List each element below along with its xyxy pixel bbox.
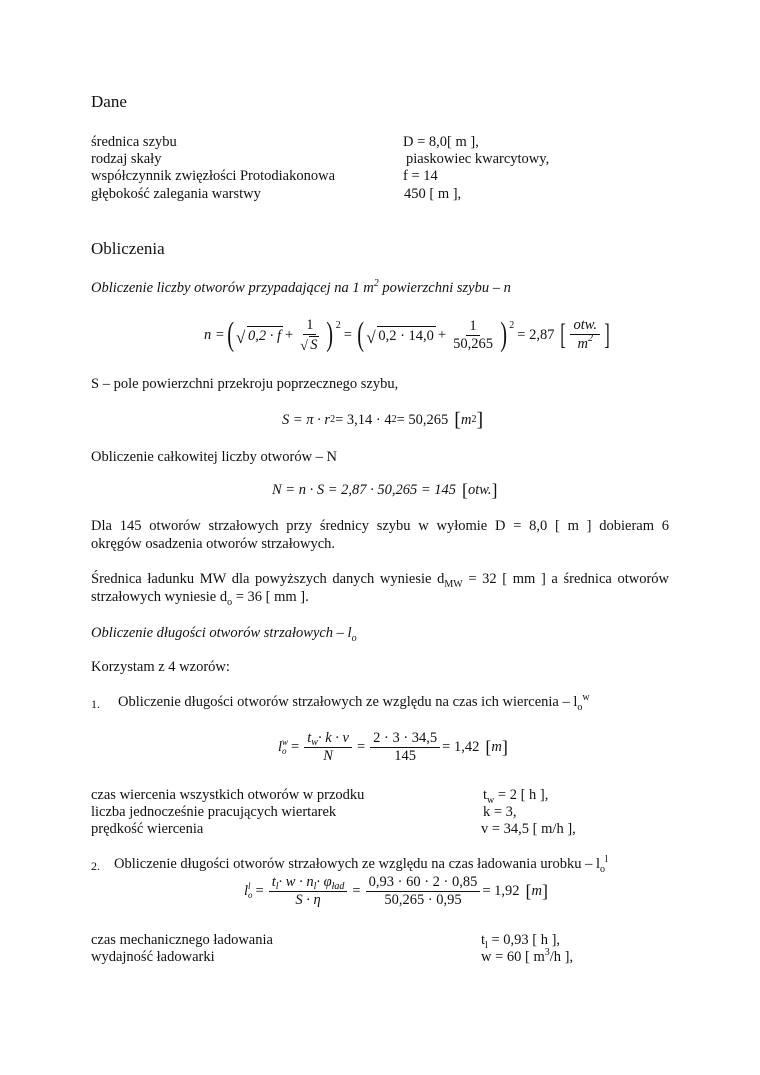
eq-n-frac-2-num: 1 (466, 319, 479, 336)
eq-ll-num1-sub3: ład (331, 881, 345, 893)
eq-lw-bracket-open: [ (485, 736, 492, 757)
eq-n-frac-1 (297, 318, 322, 353)
eq-N-bracket-open: [ (462, 479, 469, 500)
eq-n-paren-close-1: ) (326, 316, 334, 353)
eq-n-sqrt-1: √ 0,2 · f (236, 327, 282, 347)
eq-ll-bracket-open: [ (525, 880, 532, 901)
eq-n-bracket-close: ] (604, 318, 610, 351)
param-label-czas-ladowania: czas mechanicznego ładowania (91, 932, 273, 948)
dane-label-glebokosc: głębokość zalegania warstwy (91, 186, 261, 202)
eq-s-bracket-open: [ (454, 408, 461, 431)
eq-ll-frac-2-num: 0,93 · 60 · 2 · 0,85 (366, 875, 481, 892)
section-heading-obliczenia: Obliczenia (91, 239, 165, 258)
eq-ll-result: = 1,92 (482, 882, 520, 899)
eq-ll-frac-2-den: 50,265 · 0,95 (384, 891, 462, 908)
eq-n-bracket-open: [ (560, 318, 567, 351)
subheading-liczba-otworow-n (91, 280, 511, 297)
equation-s: S = π · r 2 = 3,14 · 4 2 = 50,265 [ m 2 ] (282, 408, 484, 431)
eq-s-part-c: = 50,265 (396, 411, 449, 428)
eq-lw-result: = 1,42 (442, 738, 480, 755)
w-sup: 3 (544, 947, 550, 959)
eq-lw-num1-rest: · k · v (317, 729, 349, 746)
para2-l2-b: = 36 [ mm ]. (232, 589, 309, 605)
eq-n-unit-den (574, 335, 595, 351)
eq-lw-lhs-sup: w (282, 737, 289, 747)
item2-sub: o (600, 863, 605, 875)
item1-sub: o (577, 701, 583, 713)
para2-l1-b: = 32 [ mm ] a średnica otworów (462, 571, 670, 587)
tw-sub: w (487, 794, 495, 806)
eq-n-paren-open-1: ( (226, 316, 234, 353)
lo-title-sub: o (351, 632, 357, 644)
eq-n-exp-1: 2 (335, 319, 341, 331)
eq-n-lhs: n = (204, 326, 225, 343)
param-value-k: k = 3, (483, 804, 517, 820)
param-label-wydajnosc: wydajność ładowarki (91, 949, 215, 965)
item1-text: Obliczenie długości otworów strzałowych ze względu na czas ich wiercenia – l (118, 694, 578, 710)
eq-s-bracket-close: ] (476, 408, 484, 431)
eq-n-result: = 2,87 (517, 326, 555, 343)
eq-lw-num1-t: t (307, 729, 312, 746)
eq-n-exp-2: 2 (509, 319, 515, 331)
item1-sup: w (582, 692, 590, 704)
item2-sup: l (605, 854, 608, 866)
item2-text: Obliczenie długości otworów strzałowych ze względu na czas ładowania urobku – l (114, 856, 600, 872)
subheading-dlugosc-lo (91, 625, 357, 642)
eq-lw-unit: m (491, 738, 502, 755)
dane-value-wspolczynnik: f = 14 (403, 168, 438, 184)
list-item-1-number: 1. (91, 697, 100, 711)
dane-value-srednica: D = 8,0[ m ], (403, 134, 479, 150)
eq-ll-bracket-close: ] (542, 880, 549, 901)
dane-label-srednica: średnica szybu (91, 134, 177, 150)
tl-b: = 0,93 [ h ], (487, 932, 561, 948)
eq-lw-frac-1-den: N (323, 747, 333, 764)
eq-ll-num1-sub2: l (313, 881, 317, 893)
paragraph-okregi-line-2: okręgów osadzenia otworów strzałowych. (91, 536, 336, 552)
eq-s-part-a: S = π · r (282, 411, 331, 428)
tl-a: t (481, 932, 486, 948)
tw-a: t (483, 787, 488, 803)
eq-lw-frac-2 (370, 731, 440, 764)
param-label-czas-wiercenia: czas wiercenia wszystkich otworów w przodku (91, 787, 365, 803)
s-description: S – pole powierzchni przekroju poprzecznego szybu, (91, 376, 399, 392)
dane-label-rodzaj: rodzaj skały (91, 151, 162, 167)
eq-n-frac-1-num: 1 (303, 318, 316, 335)
eq-n-unit (570, 318, 600, 351)
subheading-liczba-N: Obliczenie całkowitej liczby otworów – N (91, 449, 338, 465)
eq-ll-frac-1-den: S · η (295, 891, 321, 908)
para2-l1-sub: MW (444, 578, 463, 590)
paragraph-okregi-line-1: Dla 145 otworów strzałowych przy średnicy szybu w wyłomie D = 8,0 [ m ] dobieram 6 (91, 518, 669, 534)
eq-ll-num1-t: t (271, 873, 276, 890)
paragraph-srednica-line-2 (91, 589, 669, 606)
para2-l1-a: Średnica ładunku MW dla powyższych danych wyniesie d (91, 571, 445, 587)
w-a: w = 60 [ m (481, 949, 545, 965)
param-value-v: v = 34,5 [ m/h ], (481, 821, 576, 837)
eq-ll-frac-2 (366, 875, 481, 908)
eq-lw-frac-2-den: 145 (394, 747, 417, 764)
eq-n-sqrt-2-content: 0,2 · 14,0 (378, 327, 434, 344)
eq-n-unit-num: otw. (570, 318, 600, 335)
eq-N-text: N = n · S = 2,87 · 50,265 = 145 (272, 481, 457, 498)
param-label-predkosc: prędkość wiercenia (91, 821, 204, 837)
eq-lw-num1-sub: w (311, 737, 318, 749)
eq-n-paren-open-2: ( (357, 316, 365, 353)
eq-ll-frac-1-num (269, 874, 348, 891)
subheading-n-text-end: powierzchni szybu – n (378, 280, 511, 296)
tw-b: = 2 [ h ], (494, 787, 549, 803)
eq-N-unit: otw. (468, 481, 492, 498)
eq-ll-lhs (244, 882, 253, 900)
eq-n-sqrt-2: √ 0,2 · 14,0 (366, 327, 434, 347)
dane-value-glebokosc: 450 [ m ], (404, 186, 462, 202)
param-value-tw (483, 787, 548, 804)
eq-ll-lhs-sup: l (248, 881, 251, 891)
eq-n-paren-close-2: ) (500, 316, 508, 353)
eq-ll-lhs-sub: o (248, 890, 253, 900)
para2-l2-sub: o (227, 596, 233, 608)
eq-ll-num1-end: · φ (316, 873, 332, 890)
list-item-2-number: 2. (91, 859, 100, 873)
dane-label-wspolczynnik: współczynnik zwięzłości Protodiakonowa (91, 168, 336, 184)
eq-lw-frac-1 (304, 730, 352, 763)
eq-lw-frac-1-num (304, 730, 352, 747)
eq-ll-num1-mid: · w · n (278, 873, 314, 890)
equation-n: n = ( √ 0,2 · f + 1 √ S ) 2 = ( √ 0,2 · 14,0 + $\frac{1}{50,265}$ ) 2 = 2,87 [ $\frac{\text{otw.}}{m^2}$ ] (204, 316, 610, 354)
param-label-liczba-wiertarek: liczba jednocześnie pracujących wiertarek (91, 804, 337, 820)
eq-lw-frac-2-num: 2 · 3 · 34,5 (370, 731, 440, 748)
eq-s-unit: m (460, 411, 472, 428)
eq-ll-num1-sub: l (275, 881, 279, 893)
para2-l2-a: strzałowych wyniesie d (91, 589, 228, 605)
eq-n-equals: = (343, 326, 352, 343)
eq-n-frac-1-den: √ S (300, 336, 318, 354)
eq-n-unit-den-text: m (577, 335, 588, 352)
eq-ll-lhs-letter: l (244, 882, 249, 899)
eq-n-sqrt-1-content: 0,2 · f (248, 327, 282, 344)
eq-ll-unit: m (531, 882, 543, 899)
equation-lw: l w o = $\frac{t_w\cdot k \cdot v}{N}$ = $\frac{2 \cdot 3 \cdot 34,5}{145}$ = 1,42 [ m ] (278, 729, 508, 764)
korzystam-text: Korzystam z 4 wzorów: (91, 659, 230, 675)
equation-ll: l l o = $\frac{t_l\cdot w \cdot n_l\cdot \varphi_{ład}}{S \cdot \eta}$ = $\frac{0,93 \cdot 60 \cdot 2 \cdot 0,85}{50,265 \cdot 0,95}$ = 1,92 [ m ] (244, 873, 549, 908)
tl-sub: l (485, 939, 488, 951)
dane-value-rodzaj: piaskowiec kwarcytowy, (406, 151, 550, 167)
paragraph-srednica-line-1 (91, 571, 669, 588)
eq-N-bracket-close: ] (491, 479, 498, 500)
lo-title-text: Obliczenie długości otworów strzałowych – l (91, 625, 352, 641)
eq-lw-lhs (278, 738, 288, 756)
section-heading-dane: Dane (91, 92, 127, 111)
eq-lw-lhs-letter: l (278, 738, 283, 755)
equation-N (272, 479, 498, 501)
list-item-1-text (118, 694, 590, 711)
eq-lw-bracket-close: ] (501, 736, 508, 757)
w-b: /h ], (549, 949, 574, 965)
eq-n-frac-1-den-text: S (310, 336, 318, 353)
eq-ll-frac-1 (269, 874, 348, 907)
eq-n-frac-2-den: 50,265 (453, 335, 493, 352)
param-value-w (481, 949, 573, 966)
eq-n-unit-den-sup: 2 (587, 333, 593, 345)
subheading-n-sup: 2 (373, 278, 379, 290)
eq-lw-lhs-sub: o (282, 746, 287, 756)
eq-s-part-b: = 3,14 · 4 (335, 411, 392, 428)
subheading-n-text: Obliczenie liczby otworów przypadającej na 1 m (91, 280, 374, 296)
eq-n-frac-2 (450, 319, 496, 352)
